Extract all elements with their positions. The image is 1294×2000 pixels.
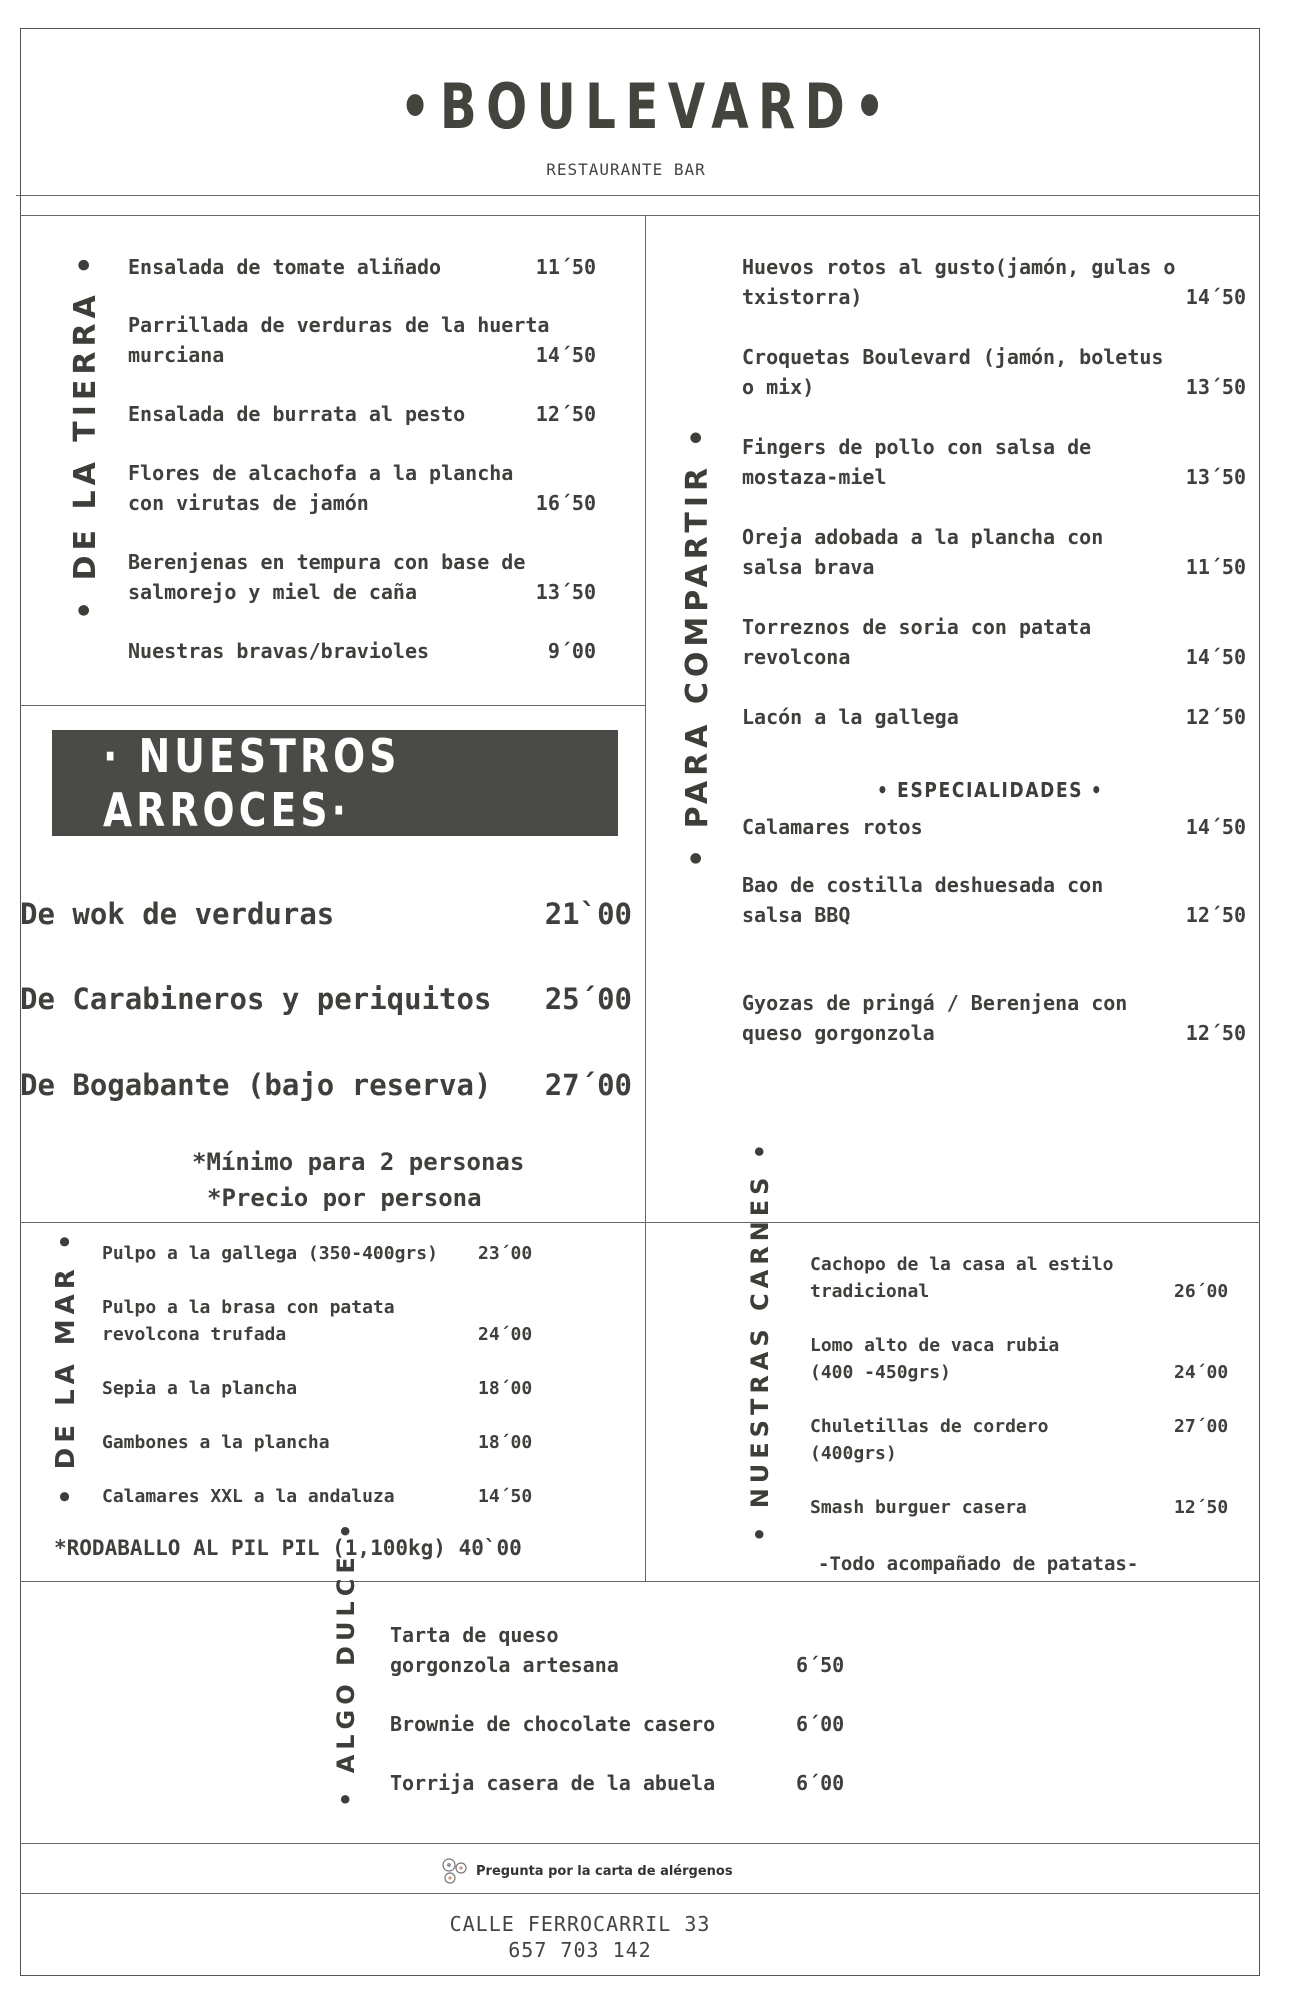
item-name: Huevos rotos al gusto(jamón, gulas o txistorra) [742,255,1176,309]
item-name: Oreja adobada a la plancha con salsa brava [742,525,1104,579]
item-price: 16´50 [535,491,596,515]
item-name: Torreznos de soria con patata revolcona [742,615,1092,669]
rice-price: 27´00 [544,1068,632,1102]
rice-name: De Bogabante (bajo reserva) [20,1068,492,1102]
allergen-icons [440,1857,470,1885]
section-title-carnes: • NUESTRAS CARNES • [746,1138,774,1542]
item-name: Nuestras bravas/bravioles [128,639,430,663]
item-name: Pulpo a la brasa con patata revolcona trufada [102,1297,395,1345]
list-item [128,547,525,607]
item-name: Brownie de chocolate casero [390,1712,716,1736]
rice-price: 21`00 [544,897,632,931]
brand-title: •BOULEVARD• [399,70,895,143]
item-price: 14´50 [1185,815,1246,839]
list-item [810,1494,1027,1521]
item-price: 13´50 [535,580,596,604]
rice-price: 25´00 [544,982,632,1016]
item-price: 14´50 [478,1486,533,1507]
item-name: Ensalada de burrata al pesto [128,402,466,426]
footer-address: CALLE FERROCARRIL 33 [449,1912,711,1936]
divider-header [16,195,1260,196]
section-title-mar: • DE LA MAR • [51,1228,81,1505]
list-item [810,1413,1048,1467]
item-name: Lacón a la gallega [742,705,959,729]
rice-item [20,982,632,1016]
item-price: 6´50 [796,1653,845,1677]
item-name: Berenjenas en tempura con base de salmorejo y miel de caña [128,550,526,604]
mar-special: *RODABALLO AL PIL PIL (1,100kg) 40`00 [54,1536,522,1560]
divider-header-2 [20,215,1260,216]
list-item [128,458,513,518]
item-name: Croquetas Boulevard (jamón, boletus o mix) [742,345,1164,399]
divider-tierra-arroces [20,705,645,706]
section-title-tierra: • DE LA TIERRA • [68,250,103,620]
list-item [742,870,1103,930]
item-name: Ensalada de tomate aliñado [128,255,442,279]
item-price: 18´00 [478,1432,533,1453]
item-price: 24´00 [1174,1362,1229,1383]
section-title-compartir: • PARA COMPARTIR • [680,423,715,868]
carnes-note: -Todo acompañado de patatas- [818,1553,1139,1575]
allergen-note [440,1857,733,1885]
footer-phone: 657 703 142 [508,1938,652,1962]
rice-item [20,1068,632,1102]
list-item [742,612,1091,672]
item-name: Sepia a la plancha [102,1378,298,1399]
item-price: 11´50 [535,255,596,279]
list-item [102,1294,395,1348]
item-price: 24´00 [478,1324,533,1345]
list-item [102,1240,438,1267]
list-item [102,1483,395,1510]
list-item [390,1768,715,1798]
item-price: 14´50 [535,343,596,367]
item-name: Lomo alto de vaca rubia (400 -450grs) [810,1335,1060,1383]
item-price: 13´50 [1185,465,1246,489]
rice-note-price: *Precio por persona [207,1184,482,1212]
item-name: Parrillada de verduras de la huerta murciana [128,313,550,367]
list-item [102,1429,330,1456]
item-price: 6´00 [796,1771,845,1795]
item-price: 12´50 [1185,705,1246,729]
item-name: Tarta de queso gorgonzola artesana [390,1623,619,1677]
item-price: 12´50 [1185,1021,1246,1045]
list-item [390,1709,715,1739]
rice-name: De wok de verduras [20,897,335,931]
item-name: Flores de alcachofa a la plancha con virutas de jamón [128,461,514,515]
especialidades-label: • ESPECIALIDADES • [876,778,1104,802]
item-price: 12´50 [1174,1497,1229,1518]
list-item [742,812,923,842]
section-title-dulce: • ALGO DULCE • [332,1518,360,1807]
list-item [742,702,959,732]
divider-footer [20,1893,1260,1894]
list-item [102,1375,297,1402]
list-item [742,432,1091,492]
divider-dulce [20,1581,1260,1582]
item-name: Smash burguer casera [810,1497,1027,1518]
item-price: 13´50 [1185,375,1246,399]
item-price: 12´50 [535,402,596,426]
arroces-title: · NUESTROS ARROCES· [102,729,401,837]
list-item [390,1620,619,1680]
item-name: Calamares XXL a la andaluza [102,1486,395,1507]
item-name: Bao de costilla deshuesada con salsa BBQ [742,873,1104,927]
item-name: Chuletillas de cordero (400grs) [810,1416,1049,1464]
arroces-banner [52,730,618,836]
divider-mid [20,1222,1260,1223]
especialidades-title [740,778,1240,802]
item-price: 6´00 [796,1712,845,1736]
item-name: Gambones a la plancha [102,1432,330,1453]
item-price: 23´00 [478,1243,533,1264]
list-item [128,636,429,666]
item-price: 26´00 [1174,1281,1229,1302]
rice-name: De Carabineros y periquitos [20,982,492,1016]
divider-allergen [20,1843,1260,1844]
item-name: Gyozas de pringá / Berenjena con queso gorgonzola [742,991,1128,1045]
rice-item [20,897,632,931]
list-item [810,1251,1113,1305]
brand-subtitle: RESTAURANTE BAR [546,160,706,179]
item-price: 11´50 [1185,555,1246,579]
list-item [742,342,1163,402]
allergen-text: Pregunta por la carta de alérgenos [476,1863,733,1879]
divider-center-top [645,215,646,1581]
list-item [742,522,1103,582]
item-price: 9´00 [547,639,596,663]
list-item [742,988,1127,1048]
list-item [128,399,465,429]
list-item [742,252,1175,312]
item-name: Pulpo a la gallega (350-400grs) [102,1243,438,1264]
item-name: Cachopo de la casa al estilo tradicional [810,1254,1114,1302]
item-price: 14´50 [1185,285,1246,309]
item-name: Torrija casera de la abuela [390,1771,716,1795]
list-item [128,310,549,370]
item-price: 14´50 [1185,645,1246,669]
item-name: Fingers de pollo con salsa de mostaza-miel [742,435,1092,489]
list-item [810,1332,1059,1386]
item-price: 18´00 [478,1378,533,1399]
item-name: Calamares rotos [742,815,923,839]
item-price: 12´50 [1185,903,1246,927]
list-item [128,252,441,282]
rice-note-minimum: *Mínimo para 2 personas [192,1148,525,1176]
item-price: 27´00 [1174,1416,1229,1437]
